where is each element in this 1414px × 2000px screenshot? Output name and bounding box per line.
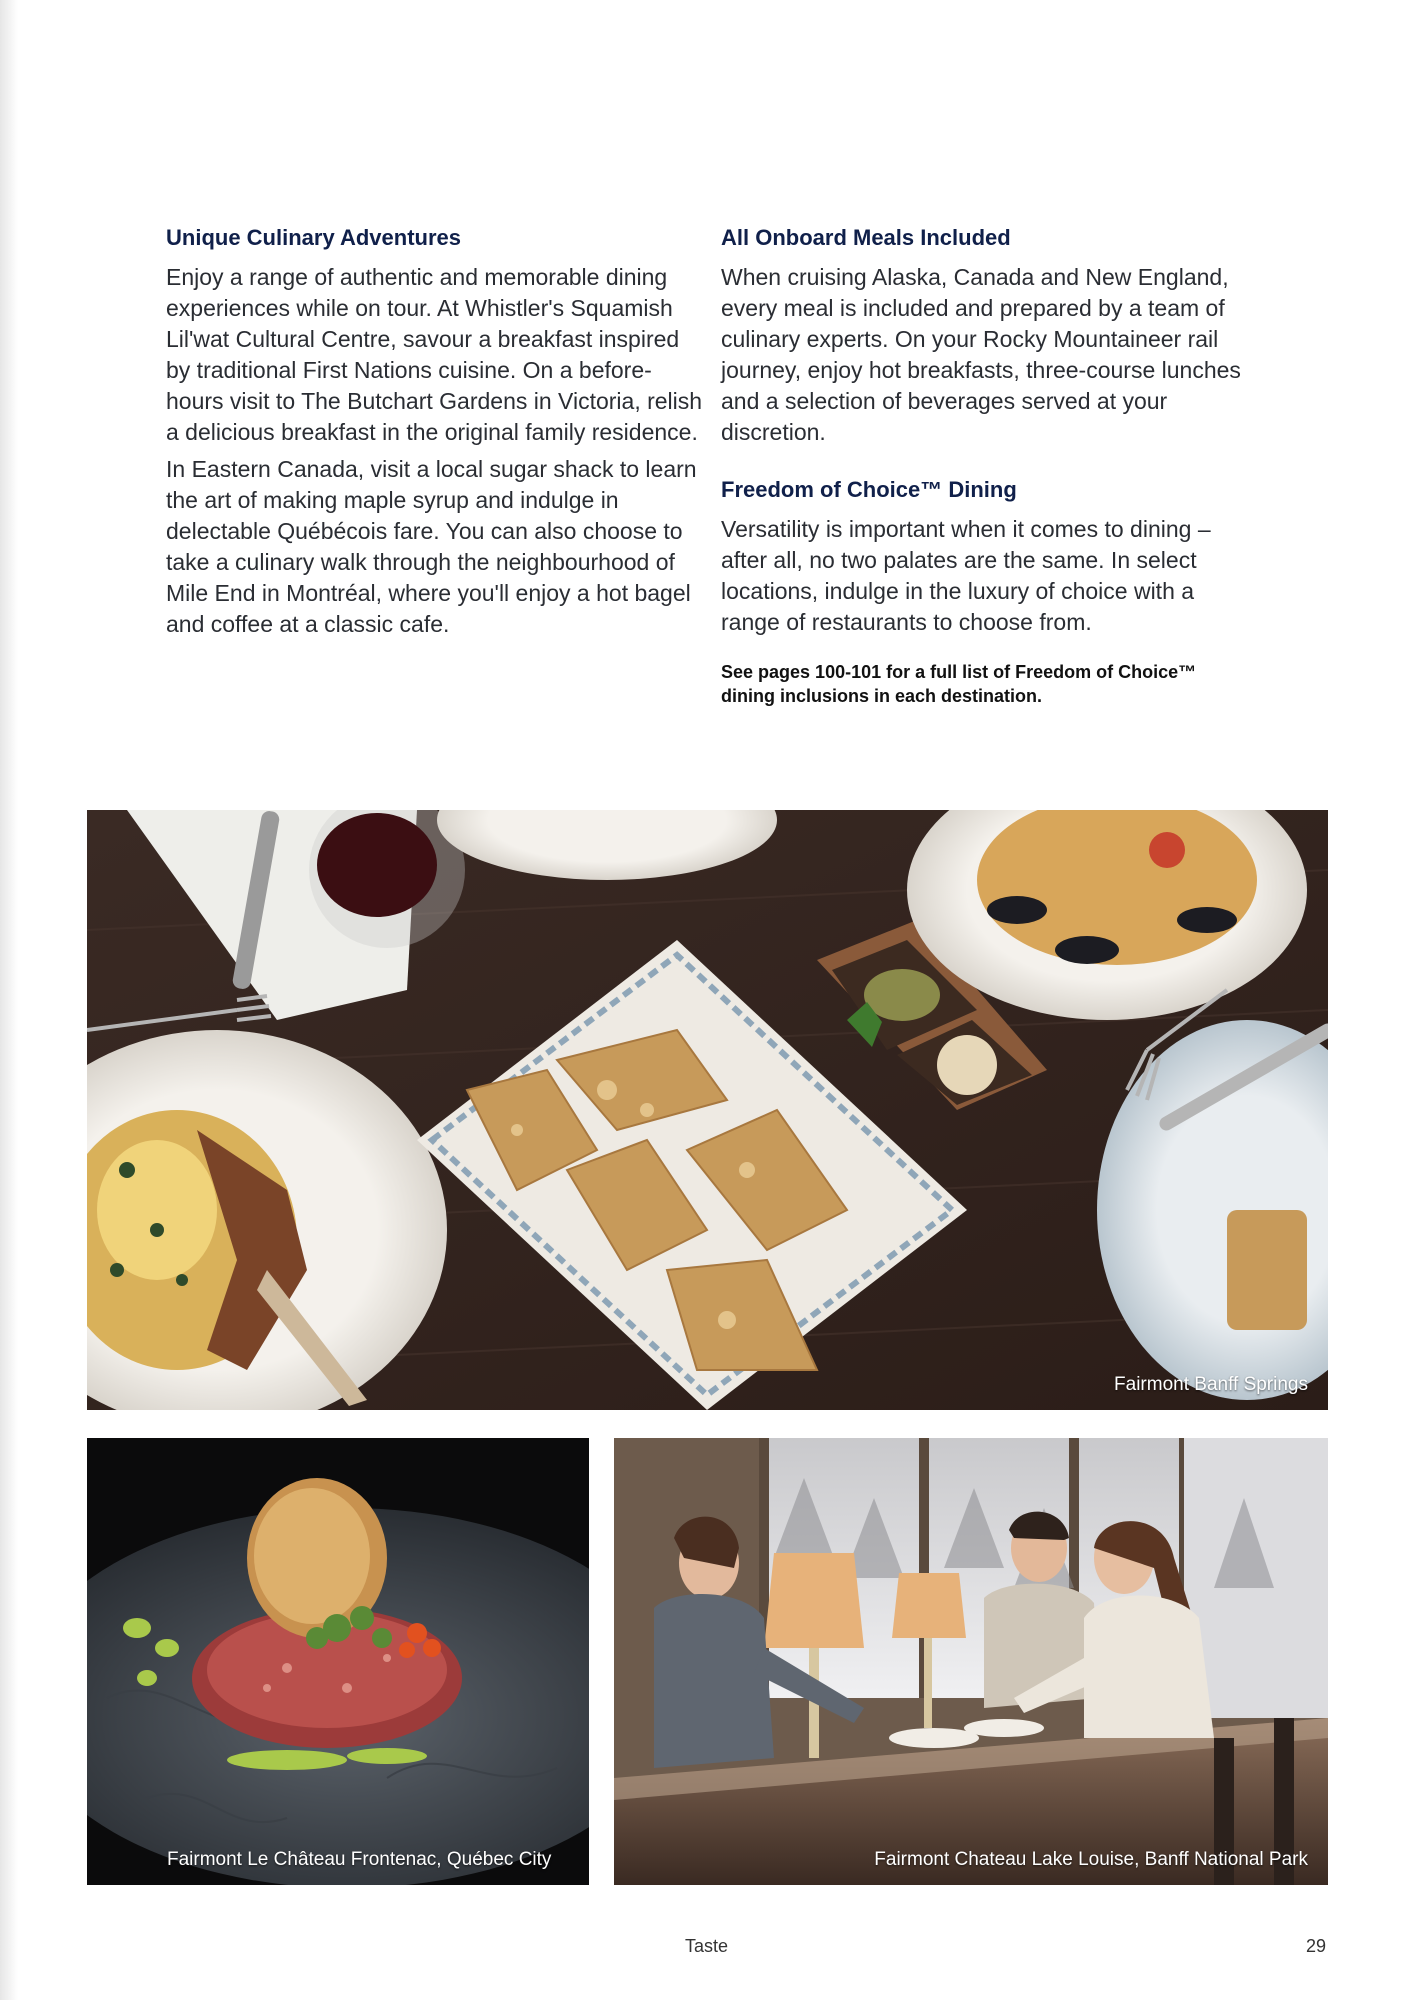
caption-chateau-frontenac: Fairmont Le Château Frontenac, Québec City	[167, 1849, 552, 1870]
paragraph-culinary-east: In Eastern Canada, visit a local sugar shack to learn the art of making maple syrup and indulge in delectable Québécois fare. You can also choose to take a culinary walk through the neighbourhood of Mile End in Montréal, where you'll enjoy a hot bagel and coffee at a classic cafe.	[166, 456, 697, 637]
paragraph-freedom-of-choice: Versatility is important when it comes to dining – after all, no two palates are the same. In select locations, indulge in the luxury of choice with a range of restaurants to choose from.	[721, 516, 1211, 635]
left-text-column	[166, 222, 706, 646]
caption-chateau-lake-louise: Fairmont Chateau Lake Louise, Banff National Park	[874, 1849, 1308, 1870]
photo-chateau-frontenac	[87, 1438, 589, 1885]
heading-freedom-of-choice: Freedom of Choice™ Dining	[721, 477, 1017, 502]
heading-unique-culinary-adventures: Unique Culinary Adventures	[166, 225, 462, 250]
food-spread-illustration	[87, 810, 1328, 1410]
caption-fairmont-banff-springs: Fairmont Banff Springs	[1114, 1374, 1308, 1395]
page-edge-shadow	[0, 0, 18, 2000]
photo-fairmont-banff-springs	[87, 810, 1328, 1410]
paragraph-onboard-meals: When cruising Alaska, Canada and New England, every meal is included and prepared by a team of culinary experts. On your Rocky Mountaineer rail journey, enjoy hot breakfasts, three-course lunches and a selection of beverages served at your discretion.	[721, 264, 1241, 445]
note-pages-reference: See pages 100-101 for a full list of Freedom of Choice™ dining inclusions in each destination.	[721, 662, 1197, 706]
tartare-illustration	[87, 1438, 589, 1885]
lounge-scene-illustration	[614, 1438, 1328, 1885]
paragraph-culinary-west: Enjoy a range of authentic and memorable dining experiences while on tour. At Whistler's Squamish Lil'wat Cultural Centre, savour a breakfast inspired by traditional First Nations cuisine. On a before-hours visit to The Butchart Gardens in Victoria, relish a delicious breakfast in the original family residence.	[166, 264, 703, 445]
photo-chateau-lake-louise	[614, 1438, 1328, 1885]
page-number: 29	[1306, 1936, 1327, 1956]
right-text-column	[721, 222, 1241, 708]
footer-section-label: Taste	[685, 1936, 729, 1956]
heading-onboard-meals: All Onboard Meals Included	[721, 225, 1011, 250]
